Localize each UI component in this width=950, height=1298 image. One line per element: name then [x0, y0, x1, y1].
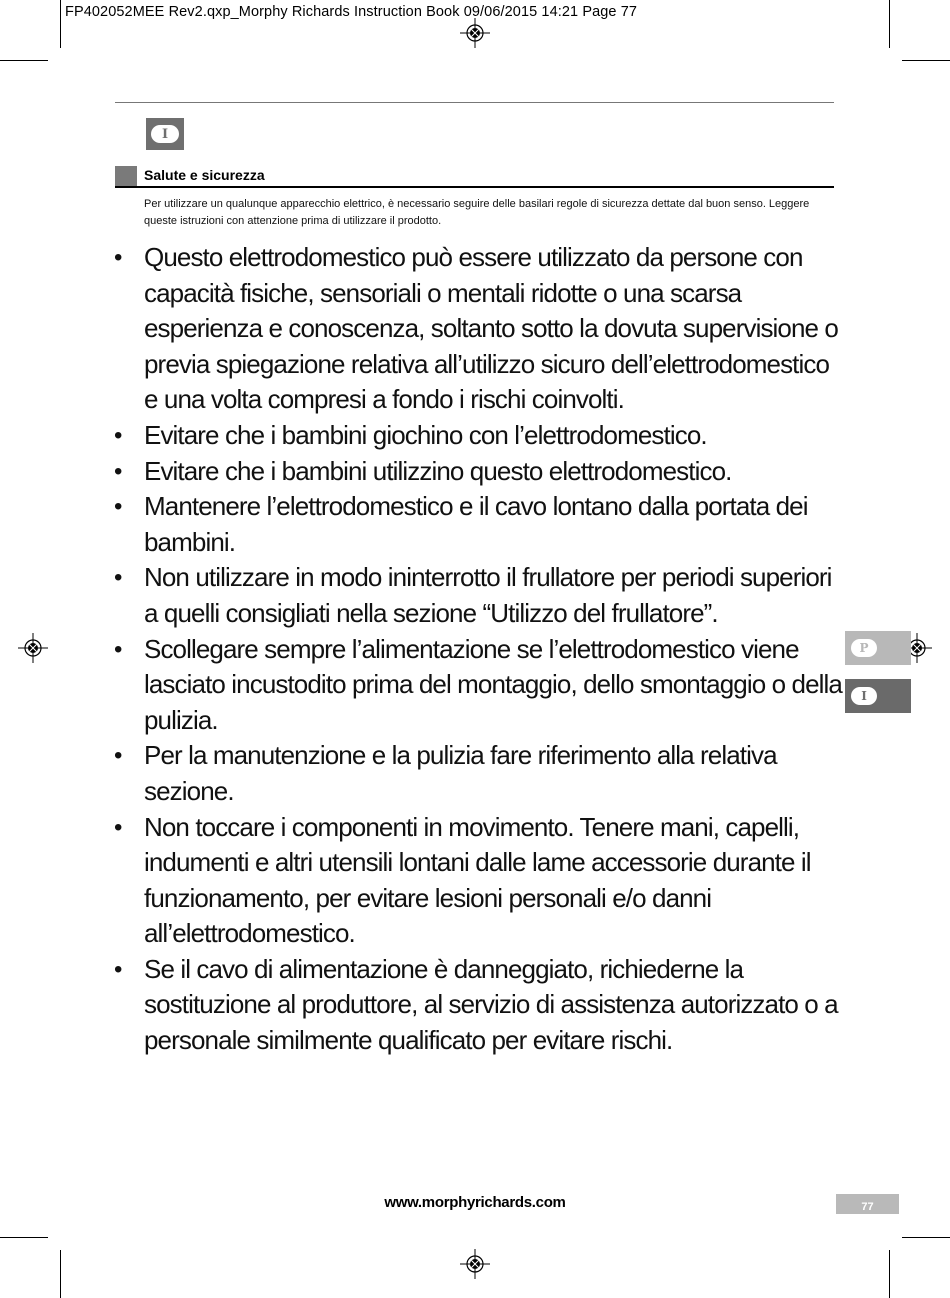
- section-intro: Per utilizzare un qualunque apparecchio elettrico, è necessario seguire delle basilari regole di sicurezza dettate dal buon senso. Leggere queste istruzioni con attenzione prima di utilizzare il prodotto.: [144, 198, 810, 227]
- bullet-icon: •: [114, 635, 123, 663]
- list-item: [114, 738, 844, 809]
- language-tab-i-label: I: [851, 687, 877, 705]
- list-item: [114, 810, 844, 952]
- bullet-icon: •: [114, 955, 123, 983]
- list-item: [114, 240, 844, 418]
- list-item-text: Per la manutenzione e la pulizia fare riferimento alla relativa sezione.: [144, 740, 777, 806]
- page-number: 77: [836, 1194, 899, 1214]
- list-item-text: Evitare che i bambini giochino con l’elettrodomestico.: [144, 419, 707, 450]
- bullet-icon: •: [114, 457, 123, 485]
- crop-mark: [60, 0, 61, 48]
- crop-mark: [0, 60, 48, 61]
- bullet-icon: •: [114, 813, 123, 841]
- print-slug: FP402052MEE Rev2.qxp_Morphy Richards Instruction Book 09/06/2015 14:21 Page 77: [65, 4, 638, 20]
- section-marker: [115, 166, 137, 186]
- bullet-icon: •: [114, 742, 123, 770]
- registration-mark-icon: [460, 18, 490, 48]
- list-item: [114, 952, 844, 1059]
- list-item-text: Scollegare sempre l’alimentazione se l’elettrodomestico viene lasciato incustodito prima del montaggio, dello smontaggio o della pulizia.: [144, 633, 842, 735]
- crop-mark: [0, 1237, 48, 1238]
- list-item-text: Non utilizzare in modo ininterrotto il frullatore per periodi superiori a quelli consigliati nella sezione “Utilizzo del frullatore”.: [144, 562, 832, 628]
- section-title: Salute e sicurezza: [144, 167, 265, 183]
- list-item-text: Mantenere l’elettrodomestico e il cavo lontano dalla portata dei bambini.: [144, 491, 808, 557]
- list-item: [114, 489, 844, 560]
- language-tab-i[interactable]: [845, 679, 911, 713]
- list-item-text: Se il cavo di alimentazione è danneggiato, richiederne la sostituzione al produttore, al servizio di assistenza autorizzato o a personale similmente qualificato per evitare rischi.: [144, 953, 838, 1056]
- header-rule: [115, 102, 834, 103]
- bullet-icon: •: [114, 421, 123, 449]
- crop-mark: [889, 1250, 890, 1298]
- registration-mark-icon: [460, 1249, 490, 1279]
- language-tab-p-label: P: [851, 639, 877, 657]
- footer-url: www.morphyrichards.com: [384, 1194, 566, 1211]
- crop-mark: [60, 1250, 61, 1298]
- crop-mark: [902, 60, 950, 61]
- safety-list: [114, 240, 844, 1059]
- crop-mark: [889, 0, 890, 48]
- language-badge: [146, 118, 184, 150]
- language-badge-label: I: [151, 125, 179, 143]
- list-item: [114, 454, 844, 490]
- list-item: [114, 632, 844, 739]
- list-item: [114, 418, 844, 454]
- list-item-text: Non toccare i componenti in movimento. Tenere mani, capelli, indumenti e altri utensili lontani dalle lame accessorie durante il funzionamento, per evitare lesioni personali e/o danni all’elettrodomestico.: [144, 811, 811, 949]
- crop-mark: [902, 1237, 950, 1238]
- list-item: [114, 560, 844, 631]
- registration-mark-icon: [18, 633, 48, 663]
- list-item-text: Questo elettrodomestico può essere utilizzato da persone con capacità fisiche, sensoriali o mentali ridotte o una scarsa esperienza e conoscenza, soltanto sotto la dovuta supervisione o previa spiegazione relativa all’utilizzo sicuro dell’elettrodomestico e una volta compresi a fondo i rischi coinvolti.: [144, 242, 838, 415]
- section-rule: [115, 186, 834, 188]
- language-tab-p[interactable]: [845, 631, 911, 665]
- list-item-text: Evitare che i bambini utilizzino questo elettrodomestico.: [144, 455, 732, 486]
- bullet-icon: •: [114, 564, 123, 592]
- bullet-icon: •: [114, 493, 123, 521]
- bullet-icon: •: [114, 244, 123, 271]
